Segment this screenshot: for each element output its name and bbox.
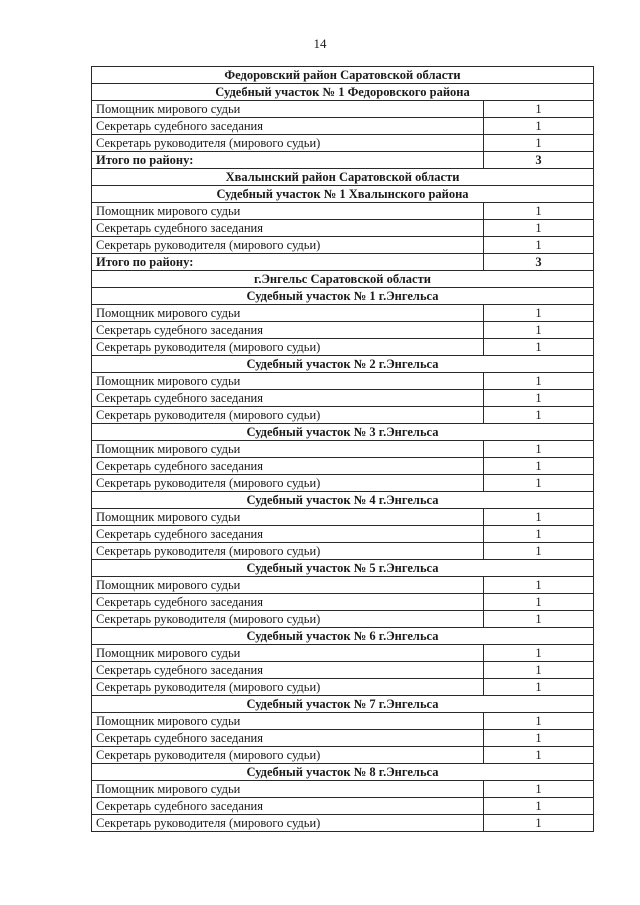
section-heading-row [92,67,594,84]
position-row [92,118,594,135]
position-name: Секретарь судебного заседания [92,458,484,475]
position-row [92,611,594,628]
position-count: 1 [484,815,594,832]
position-count: 1 [484,543,594,560]
total-count: 3 [484,254,594,271]
position-name: Помощник мирового судьи [92,373,484,390]
position-row [92,475,594,492]
position-count: 1 [484,390,594,407]
section-heading: Хвалынский район Саратовской области [92,169,594,186]
position-row [92,543,594,560]
position-name: Секретарь судебного заседания [92,220,484,237]
position-count: 1 [484,458,594,475]
position-count: 1 [484,305,594,322]
position-name: Секретарь руководителя (мирового судьи) [92,679,484,696]
position-name: Секретарь судебного заседания [92,594,484,611]
position-count: 1 [484,611,594,628]
section-heading: Судебный участок № 1 г.Энгельса [92,288,594,305]
position-row [92,203,594,220]
position-count: 1 [484,577,594,594]
section-heading: Судебный участок № 1 Хвалынского района [92,186,594,203]
position-row [92,747,594,764]
section-heading: Судебный участок № 4 г.Энгельса [92,492,594,509]
section-heading-row [92,356,594,373]
position-name: Секретарь судебного заседания [92,322,484,339]
position-name: Секретарь судебного заседания [92,798,484,815]
section-heading-row [92,492,594,509]
position-count: 1 [484,679,594,696]
position-count: 1 [484,594,594,611]
section-heading: Судебный участок № 6 г.Энгельса [92,628,594,645]
position-name: Секретарь судебного заседания [92,730,484,747]
position-name: Помощник мирового судьи [92,713,484,730]
position-name: Секретарь руководителя (мирового судьи) [92,815,484,832]
position-name: Секретарь руководителя (мирового судьи) [92,339,484,356]
section-heading: Судебный участок № 2 г.Энгельса [92,356,594,373]
total-row [92,254,594,271]
position-row [92,679,594,696]
position-count: 1 [484,798,594,815]
position-row [92,730,594,747]
position-row [92,594,594,611]
position-count: 1 [484,730,594,747]
position-name: Секретарь руководителя (мирового судьи) [92,543,484,560]
section-heading-row [92,84,594,101]
position-count: 1 [484,713,594,730]
position-count: 1 [484,407,594,424]
section-heading-row [92,764,594,781]
position-name: Секретарь руководителя (мирового судьи) [92,407,484,424]
total-label: Итого по району: [92,152,484,169]
position-row [92,781,594,798]
position-row [92,645,594,662]
total-count: 3 [484,152,594,169]
section-heading: Федоровский район Саратовской области [92,67,594,84]
position-count: 1 [484,373,594,390]
position-count: 1 [484,645,594,662]
position-row [92,526,594,543]
section-heading: Судебный участок № 5 г.Энгельса [92,560,594,577]
section-heading-row [92,288,594,305]
position-count: 1 [484,475,594,492]
position-row [92,407,594,424]
position-name: Секретарь руководителя (мирового судьи) [92,747,484,764]
position-row [92,373,594,390]
section-heading-row [92,271,594,288]
position-name: Секретарь судебного заседания [92,390,484,407]
position-name: Помощник мирового судьи [92,509,484,526]
section-heading-row [92,628,594,645]
position-count: 1 [484,322,594,339]
position-count: 1 [484,509,594,526]
position-row [92,815,594,832]
position-count: 1 [484,662,594,679]
position-name: Помощник мирового судьи [92,441,484,458]
position-name: Помощник мирового судьи [92,645,484,662]
position-row [92,220,594,237]
section-heading-row [92,424,594,441]
position-name: Секретарь руководителя (мирового судьи) [92,135,484,152]
position-count: 1 [484,747,594,764]
position-row [92,390,594,407]
total-row [92,152,594,169]
position-count: 1 [484,203,594,220]
position-row [92,237,594,254]
position-name: Секретарь судебного заседания [92,662,484,679]
position-row [92,713,594,730]
position-row [92,339,594,356]
position-name: Секретарь руководителя (мирового судьи) [92,237,484,254]
position-row [92,577,594,594]
position-row [92,509,594,526]
position-name: Помощник мирового судьи [92,781,484,798]
position-row [92,135,594,152]
section-heading-row [92,169,594,186]
position-name: Помощник мирового судьи [92,305,484,322]
section-heading-row [92,696,594,713]
section-heading: Судебный участок № 3 г.Энгельса [92,424,594,441]
position-name: Помощник мирового судьи [92,203,484,220]
position-count: 1 [484,781,594,798]
position-name: Помощник мирового судьи [92,101,484,118]
section-heading-row [92,560,594,577]
position-count: 1 [484,237,594,254]
section-heading: Судебный участок № 8 г.Энгельса [92,764,594,781]
page-number: 14 [313,36,327,51]
total-label: Итого по району: [92,254,484,271]
section-heading-row [92,186,594,203]
position-name: Секретарь руководителя (мирового судьи) [92,611,484,628]
section-heading: г.Энгельс Саратовской области [92,271,594,288]
position-name: Секретарь судебного заседания [92,526,484,543]
position-count: 1 [484,220,594,237]
section-heading: Судебный участок № 1 Федоровского района [92,84,594,101]
position-row [92,305,594,322]
position-name: Помощник мирового судьи [92,577,484,594]
position-count: 1 [484,135,594,152]
position-count: 1 [484,339,594,356]
position-row [92,322,594,339]
position-count: 1 [484,441,594,458]
position-row [92,441,594,458]
staffing-table [91,66,594,832]
position-count: 1 [484,526,594,543]
position-name: Секретарь судебного заседания [92,118,484,135]
position-name: Секретарь руководителя (мирового судьи) [92,475,484,492]
position-row [92,101,594,118]
position-row [92,458,594,475]
section-heading: Судебный участок № 7 г.Энгельса [92,696,594,713]
position-row [92,662,594,679]
position-count: 1 [484,101,594,118]
position-row [92,798,594,815]
position-count: 1 [484,118,594,135]
staffing-table-body [92,67,594,832]
